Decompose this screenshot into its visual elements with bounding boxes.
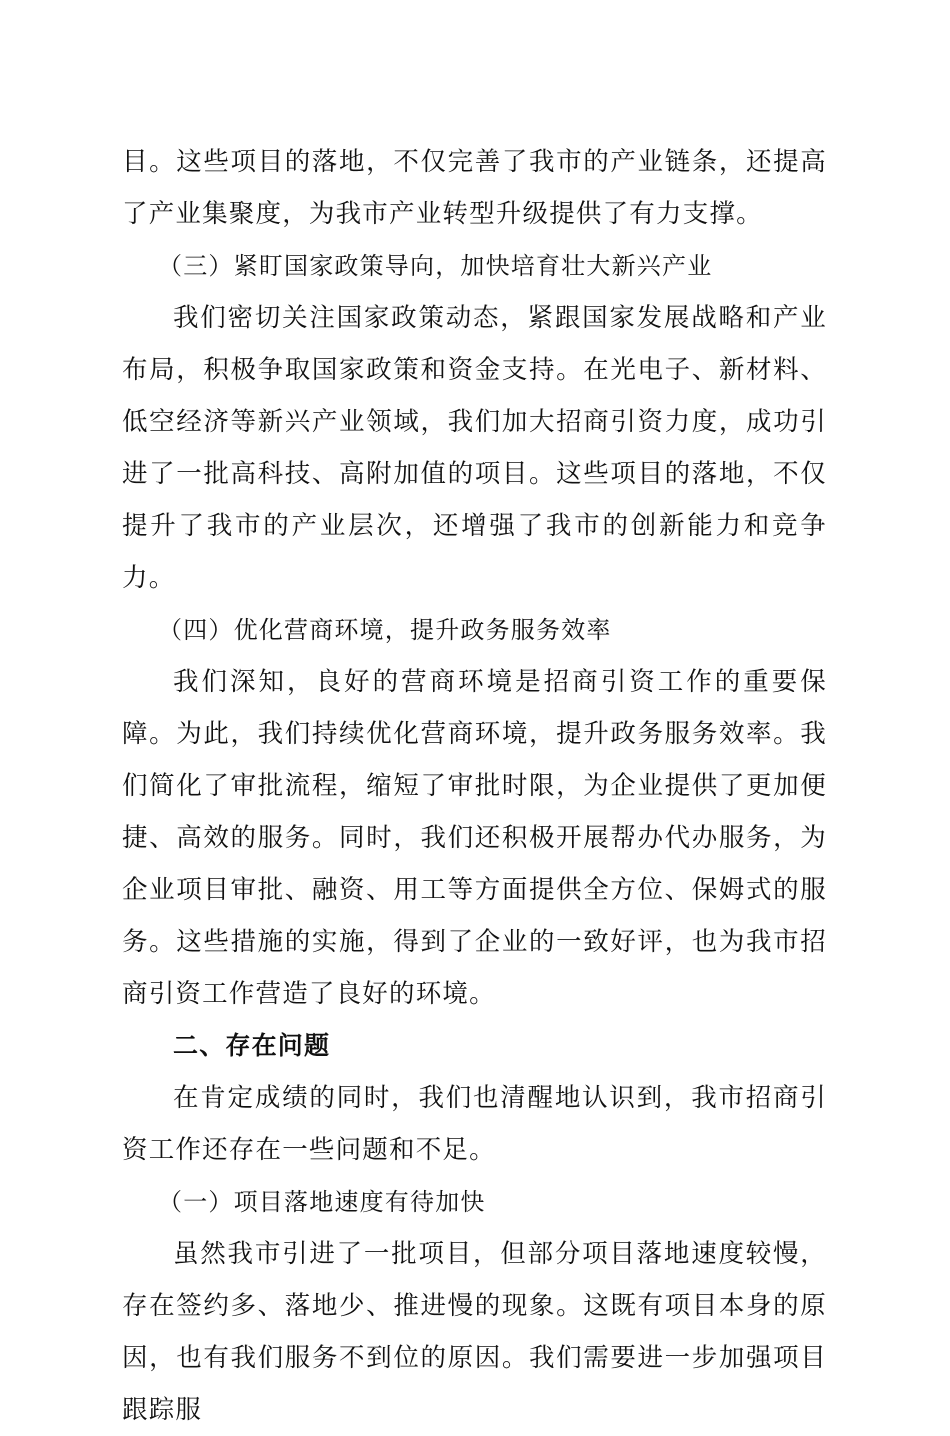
paragraph-project-speed: 虽然我市引进了一批项目，但部分项目落地速度较慢，存在签约多、落地少、推进慢的现象。这既有项目本身的原因，也有我们服务不到位的原因。我们需要进一步加强项目跟踪服 [122, 1239, 827, 1425]
section-heading-problems: 二、存在问题 [173, 1031, 331, 1060]
paragraph-policy: 我们密切关注国家政策动态，紧跟国家发展战略和产业布局，积极争取国家政策和资金支持。在光电子、新材料、低空经济等新兴产业领域，我们加大招商引资力度，成功引进了一批高科技、高附加值的项目。这些项目的落地，不仅提升了我市的产业层次，还增强了我市的创新能力和竞争力。 [122, 303, 827, 593]
paragraph-problems-intro: 在肯定成绩的同时，我们也清醒地认识到，我市招商引资工作还存在一些问题和不足。 [122, 1083, 827, 1165]
document-body [122, 136, 827, 1436]
subheading-four: （四）优化营商环境，提升政务服务效率 [158, 616, 612, 644]
subheading-one: （一）项目落地速度有待加快 [158, 1188, 486, 1216]
paragraph-continued: 目。这些项目的落地，不仅完善了我市的产业链条，还提高了产业集聚度，为我市产业转型升级提供了有力支撑。 [122, 147, 827, 229]
subheading-three: （三）紧盯国家政策导向，加快培育壮大新兴产业 [158, 252, 713, 280]
paragraph-business-environment: 我们深知，良好的营商环境是招商引资工作的重要保障。为此，我们持续优化营商环境，提升政务服务效率。我们简化了审批流程，缩短了审批时限，为企业提供了更加便捷、高效的服务。同时，我们还积极开展帮办代办服务，为企业项目审批、融资、用工等方面提供全方位、保姆式的服务。这些措施的实施，得到了企业的一致好评，也为我市招商引资工作营造了良好的环境。 [122, 667, 827, 1009]
